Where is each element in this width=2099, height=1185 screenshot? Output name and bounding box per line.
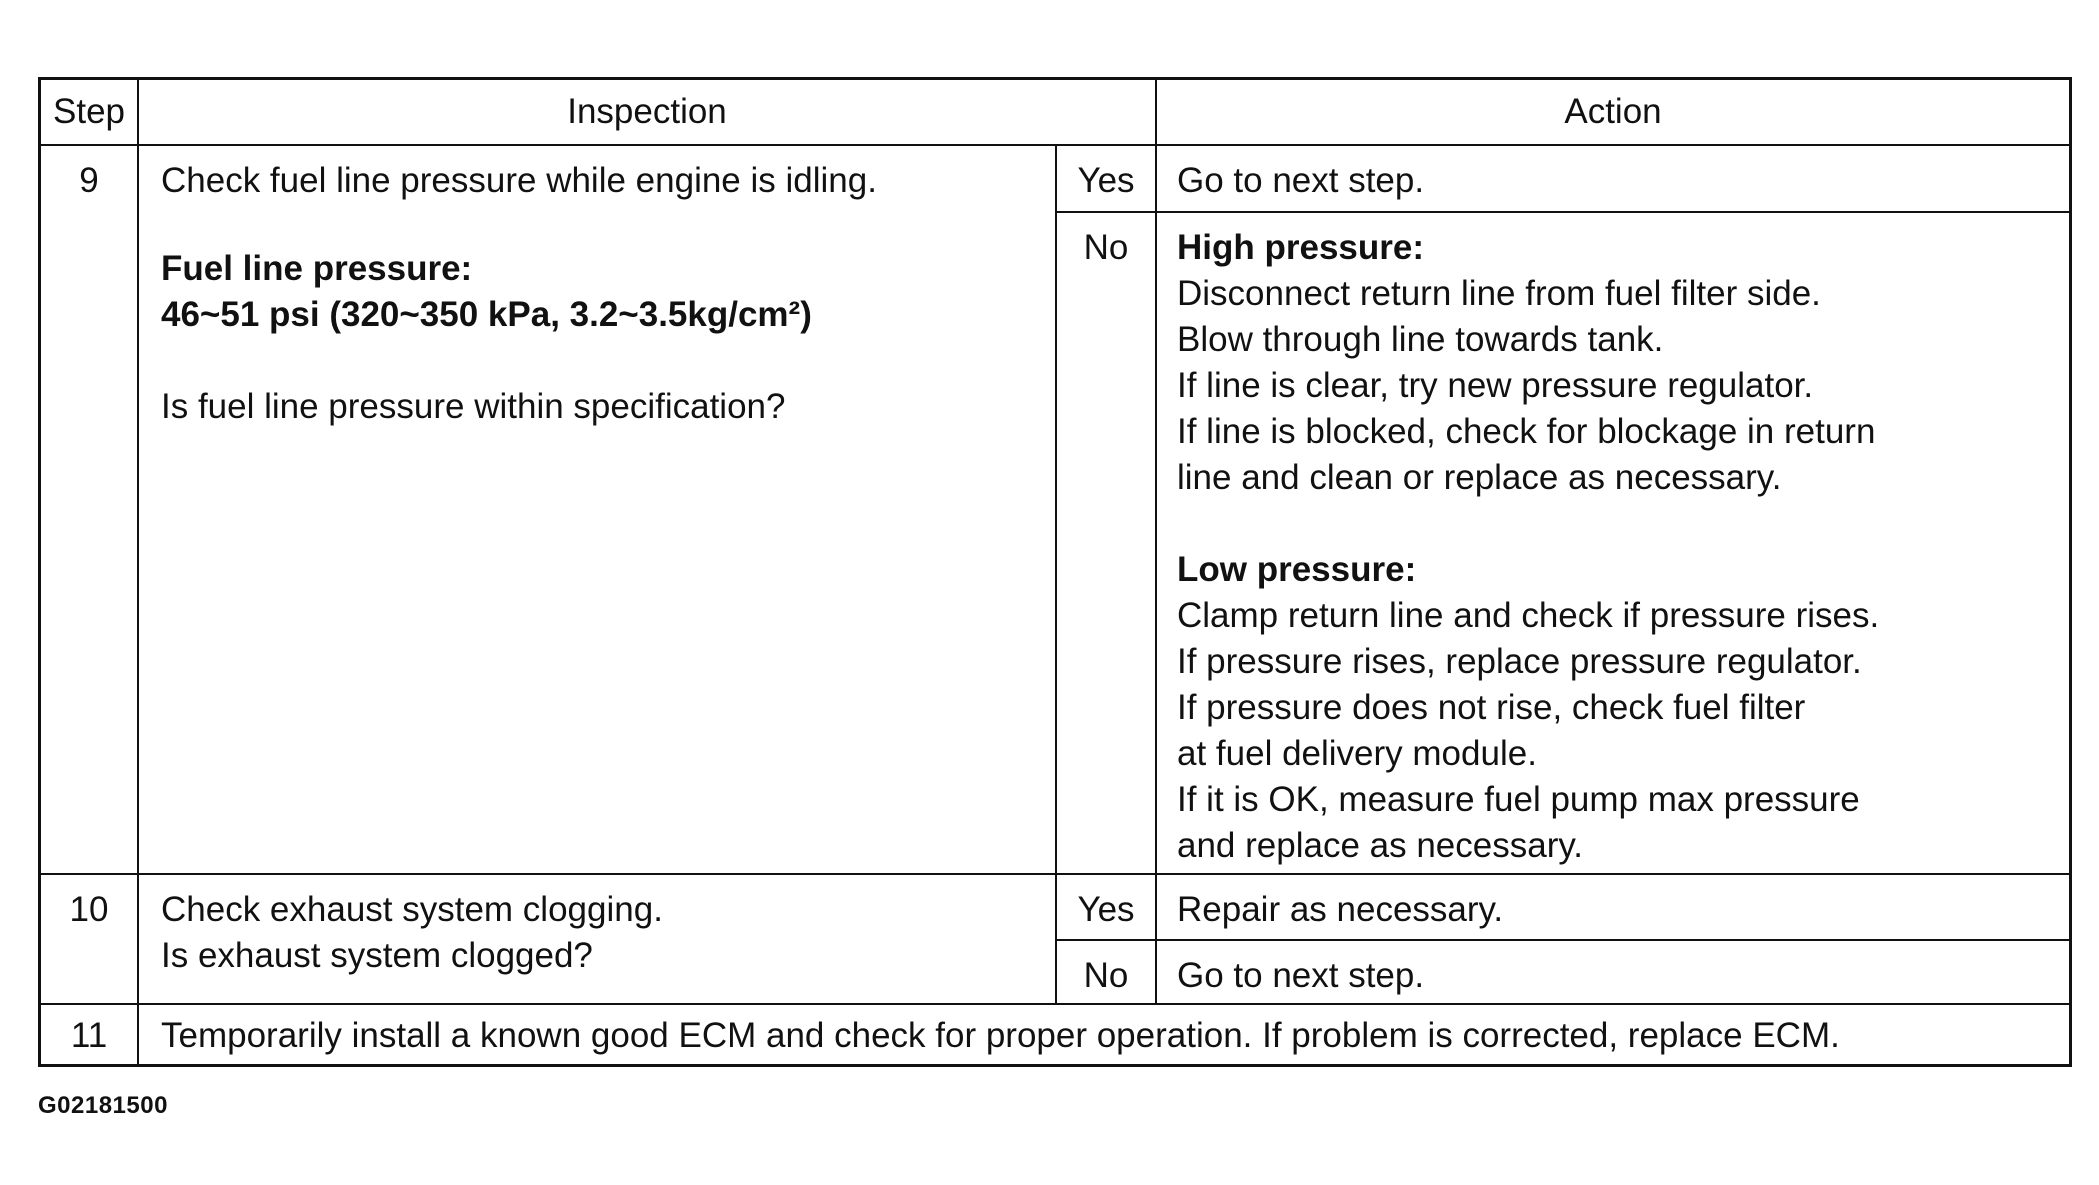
action-line: If line is blocked, check for blockage in return <box>1177 412 1876 451</box>
action-line: If pressure rises, replace pressure regulator. <box>1177 642 1862 681</box>
inspection-question: Is fuel line pressure within specification? <box>161 387 786 426</box>
spec-title: Fuel line pressure: <box>161 249 473 288</box>
action-line: Blow through line towards tank. <box>1177 320 1664 359</box>
no-label: No <box>1056 212 1156 874</box>
step-number: 10 <box>41 874 138 1004</box>
high-pressure-title: High pressure: <box>1177 228 1424 267</box>
table-row <box>41 874 2069 940</box>
action-line: line and clean or replace as necessary. <box>1177 458 1782 497</box>
action-line: If it is OK, measure fuel pump max pressure <box>1177 780 1860 819</box>
inspection-text: Check fuel line pressure while engine is idling. <box>161 161 877 200</box>
inspection-text: Check exhaust system clogging. <box>161 890 663 929</box>
action-line: If line is clear, try new pressure regulator. <box>1177 366 1814 405</box>
header-row <box>41 80 2069 145</box>
action-line: at fuel delivery module. <box>1177 734 1537 773</box>
header-inspection: Inspection <box>138 80 1156 145</box>
yes-action: Go to next step. <box>1156 145 2069 212</box>
no-label: No <box>1056 940 1156 1004</box>
inspection-cell <box>138 874 1056 1004</box>
action-line: Disconnect return line from fuel filter side. <box>1177 274 1821 313</box>
no-action: Go to next step. <box>1156 940 2069 1004</box>
action-line: and replace as necessary. <box>1177 826 1583 865</box>
no-action-cell <box>1156 212 2069 874</box>
yes-label: Yes <box>1056 874 1156 940</box>
action-line: If pressure does not rise, check fuel filter <box>1177 688 1806 727</box>
inspection-question: Is exhaust system clogged? <box>161 936 593 975</box>
spec-value: 46~51 psi (320~350 kPa, 3.2~3.5kg/cm²) <box>161 295 812 334</box>
action-line: Clamp return line and check if pressure rises. <box>1177 596 1880 635</box>
low-pressure-title: Low pressure: <box>1177 550 1417 589</box>
table-row <box>41 145 2069 212</box>
figure-code: G02181500 <box>38 1092 168 1119</box>
diagnostic-table <box>41 80 2069 1064</box>
step-number: 11 <box>41 1004 138 1064</box>
diagnostic-table-frame <box>38 77 2072 1067</box>
step-number: 9 <box>41 145 138 874</box>
step-11-text: Temporarily install a known good ECM and check for proper operation. If problem is corrected, replace ECM. <box>138 1004 2069 1064</box>
yes-action: Repair as necessary. <box>1156 874 2069 940</box>
header-action: Action <box>1156 80 2069 145</box>
yes-label: Yes <box>1056 145 1156 212</box>
table-row <box>41 1004 2069 1064</box>
inspection-cell <box>138 145 1056 874</box>
header-step: Step <box>41 80 138 145</box>
